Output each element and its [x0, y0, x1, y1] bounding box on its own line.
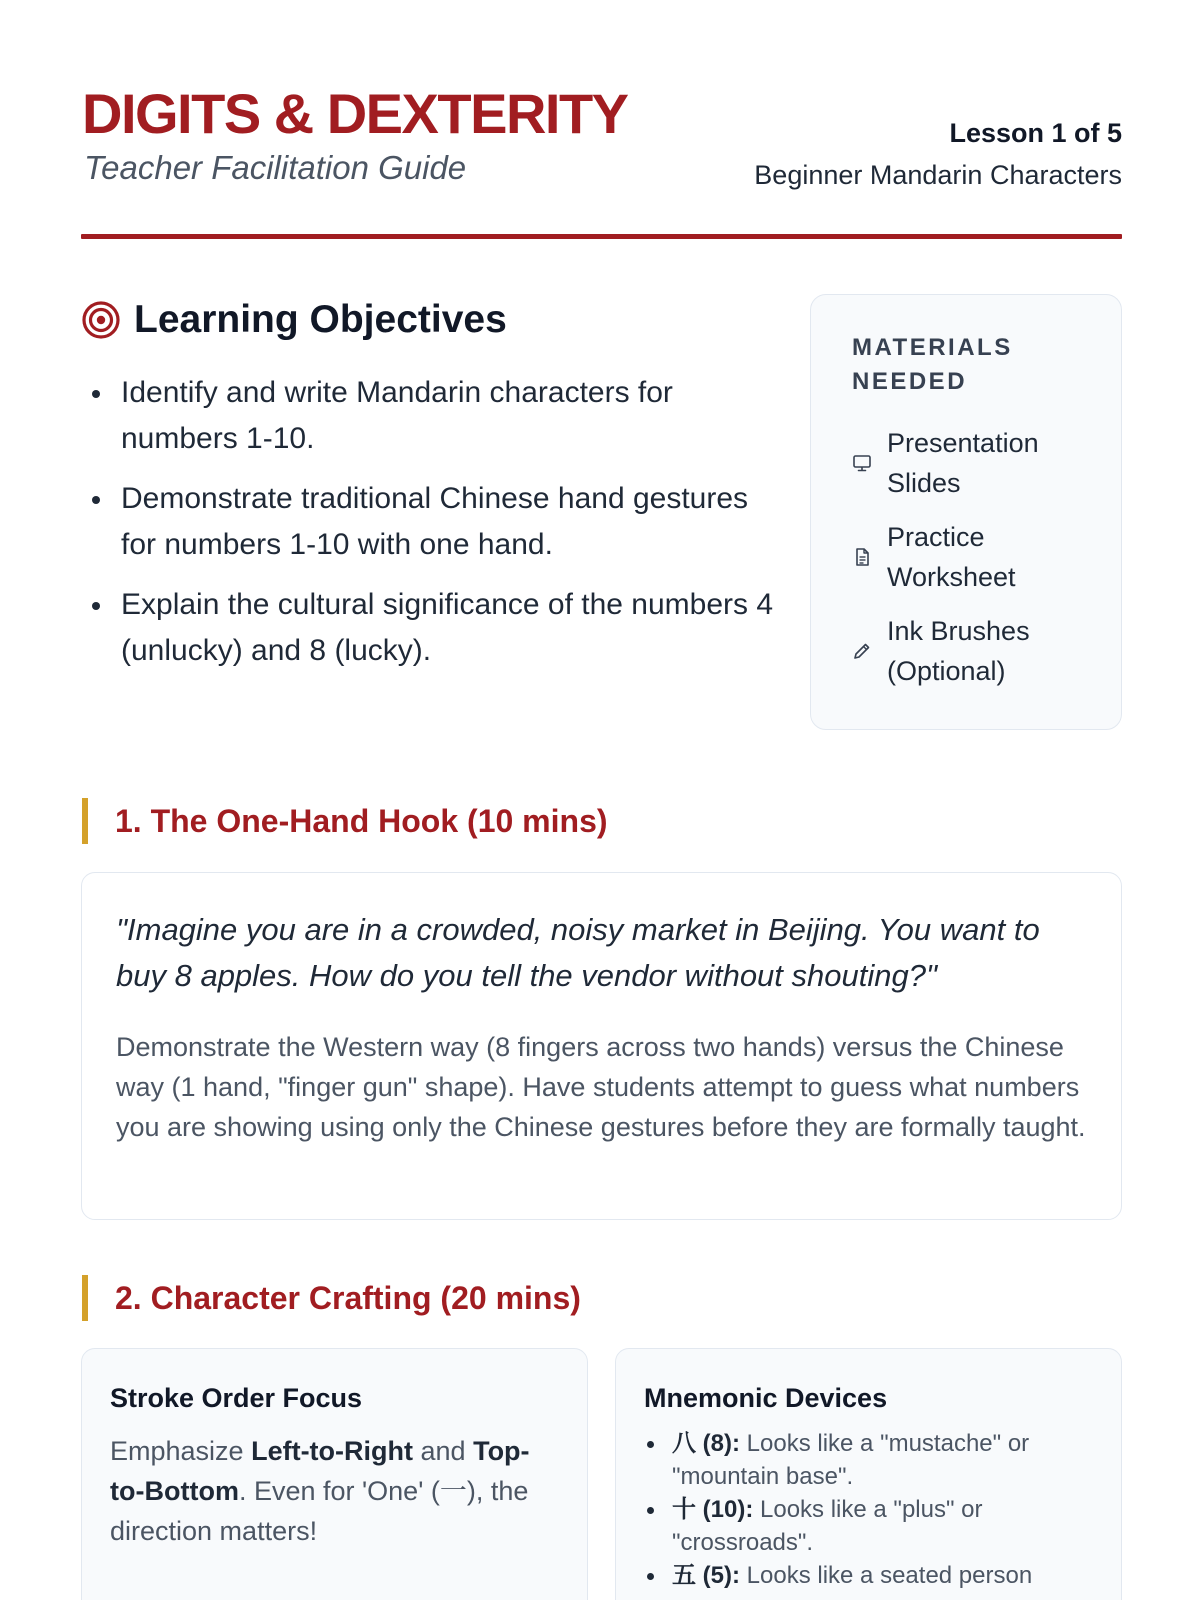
- course-name: Beginner Mandarin Characters: [754, 160, 1122, 190]
- mnemonic-card: [615, 1348, 1122, 1600]
- section-heading-crafting: 2. Character Crafting (20 mins): [82, 1275, 581, 1321]
- material-item: [852, 517, 1091, 597]
- monitor-icon: [852, 453, 872, 473]
- objective-item: Explain the cultural significance of the numbers 4 (unlucky) and 8 (lucky).: [82, 582, 782, 674]
- mnemonic-description: Looks like a "plus" or "crossroads".: [672, 1496, 983, 1556]
- mnemonic-title: Mnemonic Devices: [644, 1383, 888, 1413]
- hook-instructions: Demonstrate the Western way (8 fingers across two hands) versus the Chinese way (1 hand, "finger gun" shape). Have students attempt to guess what numbers you are showing using only the Chinese gestures before they are formally taught.: [116, 1032, 1086, 1142]
- objective-item: Demonstrate traditional Chinese hand gestures for numbers 1-10 with one hand.: [82, 476, 782, 568]
- material-item: [852, 611, 1091, 691]
- objectives-heading: [82, 292, 782, 348]
- mnemonic-description: Looks like a seated person: [740, 1562, 1033, 1589]
- target-icon: [82, 301, 120, 339]
- material-label: Presentation Slides: [887, 428, 1039, 498]
- materials-card: [810, 294, 1122, 730]
- mnemonic-character: 五 (5):: [672, 1562, 740, 1589]
- stroke-text-part: and: [413, 1436, 474, 1466]
- objectives-list: [82, 370, 782, 674]
- section-heading-hook: 1. The One-Hand Hook (10 mins): [82, 798, 608, 844]
- mnemonic-list: [644, 1427, 1095, 1592]
- material-item: [852, 423, 1091, 503]
- mnemonic-item: [644, 1427, 1095, 1493]
- learning-objectives: [82, 292, 782, 688]
- stroke-text-part: . Even for 'One' (一), the direction matters!: [110, 1476, 529, 1546]
- mnemonic-description: Looks like a "mustache" or "mountain base".: [672, 1430, 1030, 1490]
- mnemonic-character: 十 (10):: [672, 1496, 754, 1523]
- page-title: DIGITS & DEXTERITY: [82, 82, 628, 145]
- page-header: [82, 82, 1122, 242]
- stroke-emphasis: Top-to-Bottom: [110, 1436, 530, 1506]
- pencil-icon: [852, 641, 872, 661]
- objectives-title: Learning Objectives: [134, 298, 507, 341]
- lesson-number: Lesson 1 of 5: [949, 118, 1122, 148]
- stroke-text-part: Emphasize: [110, 1436, 252, 1466]
- hook-quote: "Imagine you are in a crowded, noisy market in Beijing. You want to buy 8 apples. How do you tell the vendor without shouting?": [116, 912, 1040, 993]
- material-label: Practice Worksheet: [887, 522, 1016, 592]
- objective-item: Identify and write Mandarin characters for numbers 1-10.: [82, 370, 782, 462]
- materials-list: [852, 423, 1091, 691]
- mnemonic-item: [644, 1493, 1095, 1559]
- hook-card: [81, 872, 1122, 1220]
- mnemonic-character: 八 (8):: [672, 1430, 740, 1457]
- header-divider: [81, 234, 1122, 239]
- stroke-emphasis: Left-to-Right: [251, 1436, 414, 1466]
- stroke-order-text: [110, 1431, 561, 1551]
- mnemonic-item: [644, 1559, 1095, 1592]
- document-icon: [852, 547, 872, 567]
- stroke-order-title: Stroke Order Focus: [110, 1383, 363, 1413]
- page-subtitle: Teacher Facilitation Guide: [84, 149, 467, 186]
- material-label: Ink Brushes (Optional): [887, 616, 1030, 686]
- stroke-order-card: [81, 1348, 588, 1600]
- materials-title: MATERIALS NEEDED: [852, 334, 1013, 395]
